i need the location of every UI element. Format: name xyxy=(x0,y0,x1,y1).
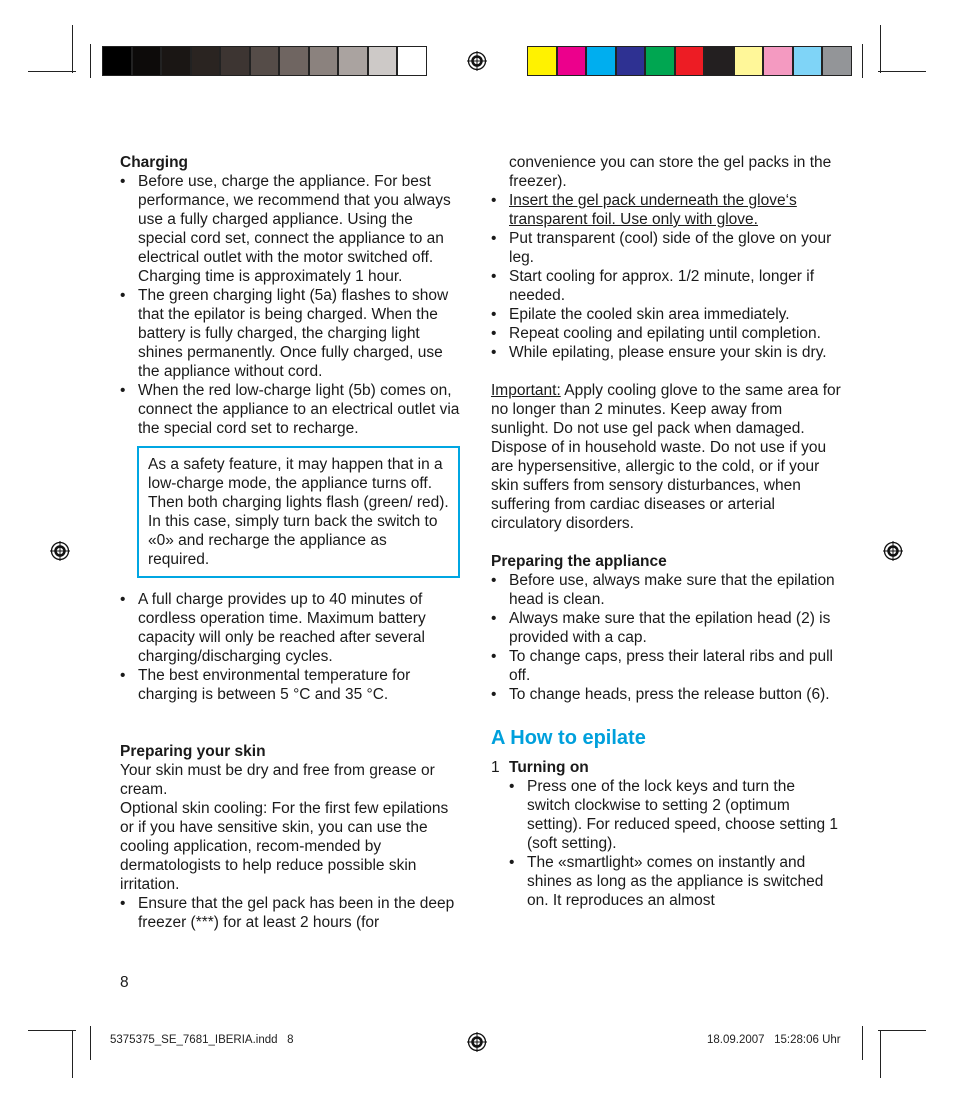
page-number: 8 xyxy=(120,974,129,991)
crop-mark xyxy=(880,1030,881,1078)
prep-appliance-heading: Preparing the appliance xyxy=(491,553,667,570)
section-heading: A How to epilate xyxy=(491,727,646,749)
color-swatch xyxy=(309,46,339,76)
right-column xyxy=(491,153,841,910)
crop-mark xyxy=(90,1026,91,1060)
crop-mark xyxy=(862,44,863,78)
color-swatch xyxy=(616,46,646,76)
prep-list xyxy=(491,571,841,704)
list-item: • Epilate the cooled skin area immediately. xyxy=(491,305,841,324)
safety-notice-box: As a safety feature, it may happen that in a low-charge mode, the appliance turns off. Then both charging lights flash (green/ red). In this case, simply turn back the switch to «0» and recharge the appliance as required. xyxy=(137,446,460,578)
color-swatch xyxy=(822,46,852,76)
registration-mark-icon xyxy=(467,51,487,71)
crop-mark xyxy=(880,25,881,73)
list-item: • Repeat cooling and epilating until completion. xyxy=(491,324,841,343)
crop-mark xyxy=(862,1026,863,1060)
color-swatch xyxy=(734,46,764,76)
crop-mark xyxy=(90,44,91,78)
color-swatch xyxy=(132,46,162,76)
skin-heading: Preparing your skin xyxy=(120,743,266,760)
color-swatch xyxy=(220,46,250,76)
list-item: • Ensure that the gel pack has been in the deep freezer (***) for at least 2 hours (for xyxy=(120,894,460,932)
color-swatch xyxy=(527,46,557,76)
color-swatch xyxy=(161,46,191,76)
color-swatch xyxy=(397,46,427,76)
footer-timestamp: 18.09.2007 15:28:06 Uhr xyxy=(707,1034,841,1046)
list-item: • A full charge provides up to 40 minutes of cordless operation time. Maximum battery capacity will only be reached after several charging/discharging cycles. xyxy=(120,590,460,666)
skin-paragraph: Your skin must be dry and free from grease or cream. xyxy=(120,762,435,798)
list-item: • To change caps, press their lateral ribs and pull off. xyxy=(491,647,841,685)
list-item: • Put transparent (cool) side of the glove on your leg. xyxy=(491,229,841,267)
step-number: 1 xyxy=(491,759,500,776)
charge-info-list xyxy=(120,590,460,704)
skin-cooling-paragraph: Optional skin cooling: For the first few epilations or if you have sensitive skin, you can use the cooling application, recom-mended by dermatologists to help reduce possible skin irritation. xyxy=(120,800,449,893)
list-item: • The «smartlight» comes on instantly and shines as long as the appliance is switched on. It reproduces an almost xyxy=(509,853,841,910)
list-item: • While epilating, please ensure your skin is dry. xyxy=(491,343,841,362)
color-swatch xyxy=(338,46,368,76)
color-swatch xyxy=(763,46,793,76)
step-list xyxy=(509,777,841,910)
important-text: Apply cooling glove to the same area for no longer than 2 minutes. Keep away from sunlight. Do not use gel pack when damaged. Dispose of in household waste. Do not use if you are hypersensitive, allergic to the cold, or if your skin suffers from sensory disturbances, when suffering from cardiac diseases or arterial circulatory disorders. xyxy=(491,382,841,532)
registration-mark-icon xyxy=(883,541,903,561)
list-item xyxy=(491,191,841,229)
cooling-list xyxy=(491,191,841,362)
list-item: • Before use, always make sure that the epilation head is clean. xyxy=(491,571,841,609)
left-column xyxy=(120,153,460,932)
important-label: Important: xyxy=(491,382,561,399)
list-item: • When the red low-charge light (5b) comes on, connect the appliance to an electrical outlet via the special cord set to recharge. xyxy=(120,381,460,438)
list-item: • Start cooling for approx. 1/2 minute, longer if needed. xyxy=(491,267,841,305)
charging-heading: Charging xyxy=(120,154,189,171)
color-swatch xyxy=(557,46,587,76)
list-item: • Before use, charge the appliance. For best performance, we recommend that you always use a fully charged appliance. Using the special cord set, connect the appliance to an electrical outlet with the motor switched off. Charging time is approximately 1 hour. xyxy=(120,172,460,286)
crop-mark xyxy=(878,1030,926,1031)
underlined-instruction: Insert the gel pack underneath the glove‘s transparent foil. Use only with glove. xyxy=(509,192,797,228)
color-swatch xyxy=(368,46,398,76)
color-swatch xyxy=(191,46,221,76)
crop-mark xyxy=(28,1030,76,1031)
charging-list xyxy=(120,172,460,438)
crop-mark xyxy=(878,71,926,72)
color-swatch xyxy=(586,46,616,76)
important-paragraph xyxy=(491,381,841,533)
list-item: • Always make sure that the epilation head (2) is provided with a cap. xyxy=(491,609,841,647)
color-swatch xyxy=(704,46,734,76)
list-item: • Press one of the lock keys and turn the switch clockwise to setting 2 (optimum setting). For reduced speed, choose setting 1 (soft setting). xyxy=(509,777,841,853)
color-swatch xyxy=(793,46,823,76)
list-item: • The best environmental temperature for charging is between 5 °C and 35 °C. xyxy=(120,666,460,704)
color-swatch xyxy=(675,46,705,76)
skin-list xyxy=(120,894,460,932)
continued-text: convenience you can store the gel packs in the freezer). xyxy=(509,154,832,190)
step-heading xyxy=(491,758,841,777)
footer-file-name: 5375375_SE_7681_IBERIA.indd 8 xyxy=(110,1034,294,1046)
registration-mark-icon xyxy=(50,541,70,561)
crop-mark xyxy=(28,71,76,72)
registration-mark-icon xyxy=(467,1032,487,1052)
list-item: • To change heads, press the release button (6). xyxy=(491,685,841,704)
step-title: Turning on xyxy=(509,759,589,776)
crop-mark xyxy=(72,1030,73,1078)
color-swatch xyxy=(250,46,280,76)
color-swatch xyxy=(645,46,675,76)
color-swatch xyxy=(279,46,309,76)
crop-mark xyxy=(72,25,73,73)
color-swatch xyxy=(102,46,132,76)
list-item: • The green charging light (5a) flashes to show that the epilator is being charged. When the battery is fully charged, the charging light shines permanently. Once fully charged, use the appliance without cord. xyxy=(120,286,460,381)
